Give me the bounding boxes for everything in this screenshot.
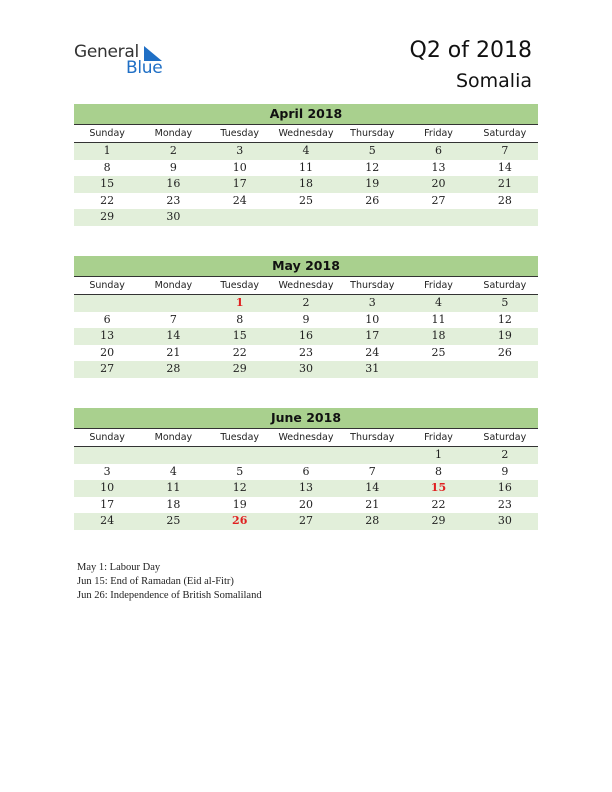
weekday-header-row (74, 429, 538, 447)
day-cell: 11 (298, 160, 313, 174)
day-cell: 23 (166, 193, 181, 207)
week-row (74, 513, 538, 530)
day-cell: 25 (298, 193, 313, 207)
day-cell: 31 (365, 362, 380, 375)
weekday-label: Sunday (89, 280, 125, 291)
weekday-label: Monday (154, 432, 193, 443)
month-calendar (74, 256, 538, 378)
weekday-label: Friday (424, 432, 453, 443)
day-cell: 24 (100, 514, 115, 527)
empty-day-cell (339, 209, 405, 226)
month-calendar (74, 104, 538, 226)
day-cell: 30 (497, 514, 512, 527)
day-cell: 7 (169, 312, 177, 326)
page-title: Q2 of 2018 (409, 38, 532, 63)
day-cell: 4 (169, 464, 177, 478)
weekday-label: Friday (424, 280, 453, 291)
day-cell: 6 (302, 464, 310, 478)
week-row (74, 193, 538, 210)
day-cell: 28 (365, 514, 380, 527)
logo-text-blue: Blue (126, 58, 163, 78)
empty-day-cell (207, 447, 273, 464)
empty-day-cell (405, 361, 471, 378)
holiday-notes (77, 561, 262, 603)
weekday-label: Saturday (483, 280, 527, 291)
logo-text-general: General (74, 42, 139, 62)
weekday-label: Saturday (483, 128, 527, 139)
day-cell: 15 (100, 177, 115, 190)
weekday-label: Monday (154, 280, 193, 291)
day-cell: 30 (298, 362, 313, 375)
day-cell: 9 (302, 312, 310, 326)
day-cell: 14 (497, 160, 512, 174)
empty-day-cell (472, 209, 538, 226)
week-row (74, 345, 538, 362)
day-cell: 30 (166, 210, 181, 223)
day-cell: 10 (365, 312, 380, 326)
day-cell: 12 (232, 481, 247, 494)
day-cell: 14 (365, 481, 380, 494)
country-name: Somalia (455, 70, 532, 92)
day-cell: 22 (232, 345, 247, 359)
generalblue-logo (74, 42, 174, 78)
weekday-label: Thursday (350, 280, 395, 291)
month-title: June 2018 (74, 408, 538, 429)
day-cell: 24 (365, 345, 380, 359)
day-cell: 9 (501, 464, 509, 478)
week-row (74, 464, 538, 481)
weekday-label: Friday (424, 128, 453, 139)
weekday-label: Wednesday (278, 280, 334, 291)
weekday-label: Monday (154, 128, 193, 139)
day-cell: 3 (368, 296, 376, 309)
day-cell: 18 (166, 497, 181, 511)
day-cell: 10 (100, 481, 115, 494)
empty-day-cell (273, 447, 339, 464)
weekday-header-row (74, 125, 538, 143)
empty-day-cell (339, 447, 405, 464)
day-cell: 3 (103, 464, 111, 478)
week-row (74, 497, 538, 514)
day-cell: 19 (232, 497, 247, 511)
day-cell: 19 (365, 177, 380, 190)
day-cell: 11 (431, 312, 446, 326)
day-cell: 9 (169, 160, 177, 174)
weekday-label: Saturday (483, 432, 527, 443)
day-cell: 24 (232, 193, 247, 207)
month-title: May 2018 (74, 256, 538, 277)
day-cell: 18 (298, 177, 313, 190)
empty-day-cell (140, 447, 206, 464)
day-cell: 25 (431, 345, 446, 359)
day-cell: 1 (103, 144, 111, 157)
week-row (74, 361, 538, 378)
day-cell: 21 (497, 177, 512, 190)
day-cell: 13 (298, 481, 313, 494)
day-cell: 25 (166, 514, 181, 527)
week-row (74, 295, 538, 312)
day-cell: 29 (431, 514, 446, 527)
day-cell: 29 (100, 210, 115, 223)
weekday-label: Tuesday (220, 280, 260, 291)
day-cell: 6 (435, 144, 443, 157)
day-cell: 13 (100, 329, 115, 342)
month-title: April 2018 (74, 104, 538, 125)
day-cell: 21 (365, 497, 380, 511)
day-cell: 22 (431, 497, 446, 511)
day-cell: 26 (232, 514, 248, 527)
day-cell: 29 (232, 362, 247, 375)
week-row (74, 209, 538, 226)
week-row (74, 480, 538, 497)
day-cell: 8 (236, 312, 244, 326)
empty-day-cell (140, 295, 206, 312)
day-cell: 27 (100, 362, 115, 375)
day-cell: 11 (166, 481, 181, 494)
empty-day-cell (74, 295, 140, 312)
day-cell: 12 (497, 312, 512, 326)
day-cell: 7 (501, 144, 509, 157)
week-row (74, 160, 538, 177)
weekday-label: Sunday (89, 128, 125, 139)
weekday-header-row (74, 277, 538, 295)
day-cell: 8 (103, 160, 111, 174)
week-row (74, 328, 538, 345)
day-cell: 20 (298, 497, 313, 511)
day-cell: 17 (100, 497, 115, 511)
empty-day-cell (207, 209, 273, 226)
day-cell: 17 (365, 329, 380, 342)
day-cell: 8 (435, 464, 443, 478)
day-cell: 27 (298, 514, 313, 527)
day-cell: 20 (100, 345, 115, 359)
day-cell: 14 (166, 329, 181, 342)
day-cell: 5 (368, 144, 376, 157)
day-cell: 1 (435, 448, 443, 461)
day-cell: 27 (431, 193, 446, 207)
day-cell: 6 (103, 312, 111, 326)
week-row (74, 143, 538, 160)
day-cell: 23 (497, 497, 512, 511)
day-cell: 16 (497, 481, 512, 494)
week-row (74, 176, 538, 193)
day-cell: 16 (166, 177, 181, 190)
empty-day-cell (273, 209, 339, 226)
day-cell: 12 (365, 160, 380, 174)
day-cell: 18 (431, 329, 446, 342)
day-cell: 7 (368, 464, 376, 478)
day-cell: 28 (166, 362, 181, 375)
day-cell: 15 (232, 329, 247, 342)
month-calendar (74, 408, 538, 530)
day-cell: 2 (169, 144, 177, 157)
day-cell: 2 (302, 296, 310, 309)
empty-day-cell (74, 447, 140, 464)
day-cell: 28 (497, 193, 512, 207)
weekday-label: Tuesday (220, 432, 260, 443)
holiday-note: Jun 26: Independence of British Somaliland (77, 590, 262, 601)
day-cell: 23 (298, 345, 313, 359)
day-cell: 21 (166, 345, 181, 359)
day-cell: 17 (232, 177, 247, 190)
day-cell: 5 (501, 296, 509, 309)
day-cell: 2 (501, 448, 509, 461)
weekday-label: Sunday (89, 432, 125, 443)
weekday-label: Wednesday (278, 128, 334, 139)
day-cell: 4 (302, 144, 310, 157)
empty-day-cell (472, 361, 538, 378)
day-cell: 13 (431, 160, 446, 174)
empty-day-cell (405, 209, 471, 226)
weekday-label: Wednesday (278, 432, 334, 443)
day-cell: 10 (232, 160, 247, 174)
holiday-note: Jun 15: End of Ramadan (Eid al-Fitr) (77, 576, 234, 587)
weekday-label: Thursday (350, 432, 395, 443)
day-cell: 15 (430, 481, 447, 494)
day-cell: 4 (435, 296, 443, 309)
week-row (74, 312, 538, 329)
day-cell: 19 (497, 329, 512, 342)
holiday-note: May 1: Labour Day (77, 562, 161, 573)
day-cell: 20 (431, 177, 446, 190)
day-cell: 5 (236, 464, 244, 478)
weekday-label: Tuesday (220, 128, 260, 139)
day-cell: 3 (236, 144, 244, 157)
day-cell: 26 (497, 345, 512, 359)
day-cell: 26 (365, 193, 380, 207)
week-row (74, 447, 538, 464)
weekday-label: Thursday (350, 128, 395, 139)
day-cell: 16 (298, 329, 313, 342)
day-cell: 1 (235, 296, 244, 309)
day-cell: 22 (100, 193, 115, 207)
